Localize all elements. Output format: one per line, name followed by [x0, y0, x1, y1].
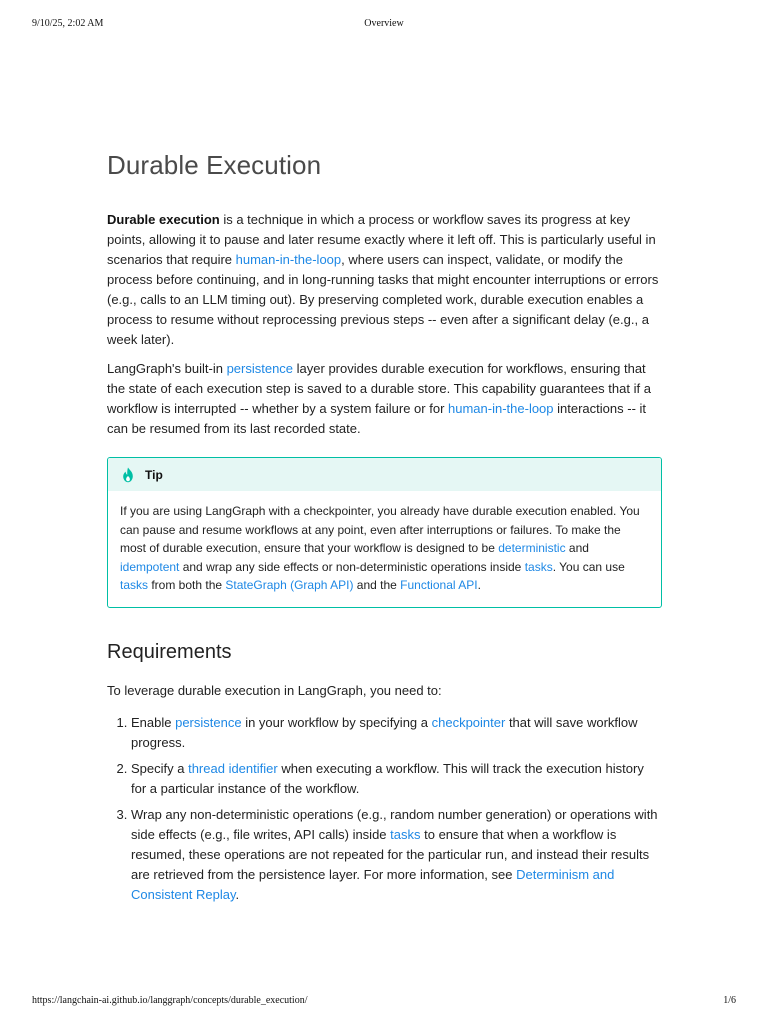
tip-text-a: If you are using LangGraph with a checkpointer, you already have durable execution enabled. You can pause and resume workflows at any point, even after interruptions or failures. To make the most of durable execution, ensure that your workflow is designed to be: [120, 504, 640, 555]
article: [107, 148, 662, 911]
persistence-paragraph: [107, 359, 662, 439]
tip-admonition: [107, 457, 662, 608]
persistence-link-2[interactable]: persistence: [175, 714, 242, 730]
item3-text-c: .: [235, 886, 240, 902]
list-item: [131, 713, 662, 753]
item3-text-a: Wrap any non-deterministic operations (e.g., random number generation) or operations with side effects (e.g., file writes, API calls) inside: [131, 806, 658, 842]
tip-body: [108, 491, 661, 607]
item2-text-b: when executing a workflow. This will track the execution history for a particular instance of the workflow.: [131, 760, 644, 796]
page-title: Durable Execution: [107, 150, 322, 180]
print-datetime: 9/10/25, 2:02 AM: [32, 18, 104, 29]
para2-text-c: interactions -- it can be resumed from its last recorded state.: [107, 401, 647, 436]
tip-text-e: from both the: [148, 578, 226, 592]
requirements-heading: Requirements: [107, 640, 232, 663]
flame-icon: [119, 466, 137, 484]
requirements-intro: To leverage durable execution in LangGraph, you need to:: [107, 682, 442, 698]
determinism-link[interactable]: Determinism and Consistent Replay: [131, 866, 615, 902]
tip-title: Tip: [145, 467, 163, 482]
idempotent-link[interactable]: idempotent: [120, 559, 180, 574]
list-item: [131, 759, 662, 799]
item3-text-b: to ensure that when a workflow is resumed, these operations are not repeated for the particular run, and instead their results are retrieved from the persistence layer. For more information, see: [131, 826, 650, 882]
item1-text-b: in your workflow by specifying a: [241, 714, 432, 730]
deterministic-link[interactable]: deterministic: [498, 541, 566, 555]
print-page-title: Overview: [364, 18, 404, 29]
intro-paragraph: [107, 210, 662, 350]
tip-text-b: and: [565, 541, 589, 555]
stategraph-link[interactable]: StateGraph (Graph API): [225, 578, 354, 592]
requirements-list: [107, 713, 662, 905]
para2-text-a: LangGraph's built-in: [107, 361, 227, 376]
item2-text-a: Specify a: [131, 760, 189, 776]
human-in-the-loop-link[interactable]: human-in-the-loop: [235, 252, 342, 267]
para2-text-b: layer provides durable execution for workflows, ensuring that the state of each execution step is saved to a durable store. This capability guarantees that if a workflow is interrupted -- whether by a system failure or for: [107, 361, 651, 416]
intro-text-b: , where users can inspect, validate, or modify the process before continuing, and in long-running tasks that might encounter interruptions or errors (e.g., calls to an LLM timing out). By preserving completed work, durable execution enables a process to resume without reprocessing previous steps -- even after a significant delay (e.g., a week later).: [107, 252, 659, 347]
tasks-link-3[interactable]: tasks: [390, 826, 421, 842]
tip-text-g: .: [477, 578, 481, 592]
tasks-link[interactable]: tasks: [524, 559, 553, 574]
functional-api-link[interactable]: Functional API: [400, 578, 478, 592]
tasks-link-2[interactable]: tasks: [120, 578, 149, 592]
print-url: https://langchain-ai.github.io/langgraph/concepts/durable_execution/: [32, 995, 308, 1006]
tip-text-d: . You can use: [552, 559, 625, 574]
thread-identifier-link[interactable]: thread identifier: [188, 760, 278, 776]
item1-text-c: that will save workflow progress.: [131, 714, 638, 750]
intro-text-a: is a technique in which a process or workflow saves its progress at key points, allowing it to pause and later resume exactly where it left off. This is particularly useful in scenarios that require: [107, 212, 656, 267]
tip-header: [108, 458, 661, 491]
intro-bold-term: Durable execution: [107, 212, 220, 227]
checkpointer-link[interactable]: checkpointer: [431, 714, 506, 730]
tip-text-f: and the: [353, 578, 401, 592]
list-item: [131, 805, 662, 905]
item1-text-a: Enable: [131, 714, 176, 730]
tip-text-c: and wrap any side effects or non-deterministic operations inside: [179, 559, 525, 574]
human-in-the-loop-link-2[interactable]: human-in-the-loop: [448, 401, 554, 416]
persistence-link[interactable]: persistence: [226, 361, 294, 376]
print-page-number: 1/6: [723, 995, 736, 1006]
